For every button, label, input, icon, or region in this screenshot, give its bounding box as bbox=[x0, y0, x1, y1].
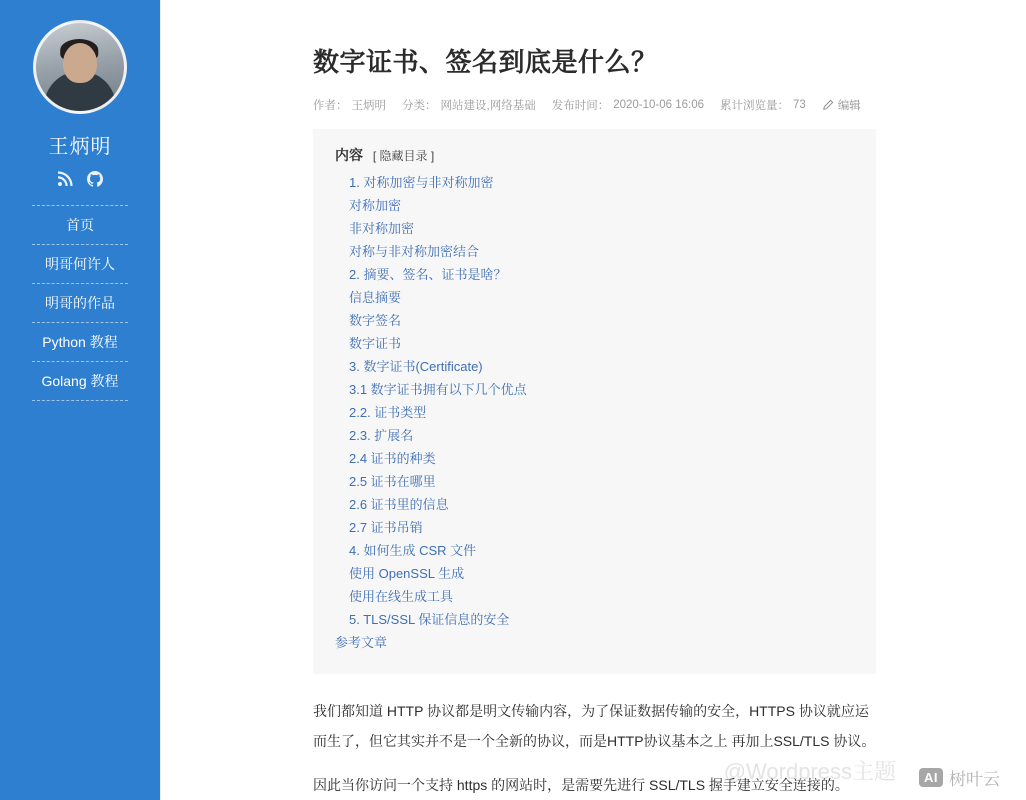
avatar-face bbox=[63, 43, 97, 83]
edit-post-label: 编辑 bbox=[837, 100, 861, 112]
meta-author-value: 王炳明 bbox=[351, 100, 386, 112]
meta-views-label: 累计浏览量： bbox=[720, 100, 790, 112]
toc-title: 内容 bbox=[335, 147, 363, 163]
list-item bbox=[335, 539, 854, 562]
watermark-brand: 树叶云 bbox=[949, 770, 1000, 789]
sidebar-item-python-tutorial[interactable]: Python 教程 bbox=[32, 323, 128, 362]
toc-link-14[interactable]: 2.5 证书在哪里 bbox=[349, 474, 436, 489]
page-title: 数字证书、签名到底是什么？ bbox=[313, 47, 658, 77]
sidebar-item-home[interactable]: 首页 bbox=[32, 205, 128, 245]
sidebar bbox=[0, 0, 160, 800]
toc-link-1[interactable]: 1. 对称加密与非对称加密 bbox=[349, 175, 494, 190]
main-content bbox=[160, 0, 1026, 800]
meta-views-value: 73 bbox=[793, 99, 806, 111]
toc-toggle[interactable] bbox=[373, 149, 434, 163]
toc-link-20[interactable]: 5. TLS/SSL 保证信息的安全 bbox=[349, 612, 510, 627]
paragraph-2: 因此当你访问一个支持 https 的网站时，是需要先进行 SSL/TLS 握手建立安全连接的。 bbox=[313, 777, 849, 793]
meta-category bbox=[402, 97, 536, 113]
rss-icon[interactable] bbox=[57, 171, 73, 187]
list-item bbox=[335, 608, 854, 631]
toc-link-11[interactable]: 2.2. 证书类型 bbox=[349, 405, 427, 420]
sidebar-nav bbox=[0, 205, 160, 401]
avatar bbox=[33, 20, 127, 114]
toc-header bbox=[335, 145, 854, 165]
list-item bbox=[335, 378, 854, 401]
toc-toggle-link[interactable]: [ 隐藏目录 ] bbox=[372, 149, 435, 163]
toc-link-4[interactable]: 对称与非对称加密结合 bbox=[349, 244, 480, 259]
site-title: 王炳明 bbox=[48, 136, 112, 158]
toc-link-12[interactable]: 2.3. 扩展名 bbox=[349, 428, 414, 443]
sidebar-item-golang-tutorial[interactable]: Golang 教程 bbox=[32, 362, 128, 401]
list-item bbox=[335, 355, 854, 378]
sidebar-item-works[interactable]: 明哥的作品 bbox=[32, 284, 128, 323]
list-item bbox=[335, 332, 854, 355]
post-meta bbox=[313, 97, 876, 113]
toc-link-3[interactable]: 非对称加密 bbox=[349, 221, 415, 236]
toc-link-9[interactable]: 3. 数字证书(Certificate) bbox=[349, 359, 483, 374]
list-item bbox=[335, 447, 854, 470]
list-item bbox=[335, 562, 854, 585]
pencil-icon bbox=[822, 99, 834, 111]
list-item bbox=[335, 171, 854, 194]
toc-link-16[interactable]: 2.7 证书吊销 bbox=[349, 520, 423, 535]
list-item bbox=[335, 424, 854, 447]
github-icon[interactable] bbox=[87, 171, 103, 187]
toc-link-10[interactable]: 3.1 数字证书拥有以下几个优点 bbox=[349, 382, 527, 397]
list-item bbox=[335, 631, 854, 654]
toc-link-13[interactable]: 2.4 证书的种类 bbox=[349, 451, 436, 466]
list-item bbox=[335, 286, 854, 309]
list-item bbox=[335, 516, 854, 539]
toc-link-6[interactable]: 信息摘要 bbox=[349, 290, 402, 305]
article-body bbox=[313, 696, 876, 800]
toc-link-2[interactable]: 对称加密 bbox=[349, 198, 402, 213]
list-item bbox=[335, 194, 854, 217]
meta-category-label: 分类： bbox=[402, 100, 437, 112]
meta-category-value[interactable]: 网站建设,网络基础 bbox=[440, 100, 536, 112]
meta-author-label: 作者： bbox=[313, 100, 348, 112]
meta-author bbox=[313, 97, 386, 113]
list-item bbox=[335, 309, 854, 332]
list-item bbox=[335, 240, 854, 263]
toc-list bbox=[335, 171, 854, 654]
list-item bbox=[335, 585, 854, 608]
table-of-contents bbox=[313, 129, 876, 674]
toc-link-19[interactable]: 使用在线生成工具 bbox=[349, 589, 454, 604]
toc-link-21[interactable]: 参考文章 bbox=[335, 635, 388, 650]
meta-views bbox=[720, 97, 806, 113]
meta-publish-label: 发布时间： bbox=[551, 100, 610, 112]
list-item bbox=[335, 263, 854, 286]
meta-publish-time bbox=[552, 97, 704, 113]
list-item bbox=[335, 401, 854, 424]
sidebar-item-about[interactable]: 明哥何许人 bbox=[32, 245, 128, 284]
list-item bbox=[335, 470, 854, 493]
toc-link-17[interactable]: 4. 如何生成 CSR 文件 bbox=[349, 543, 477, 558]
edit-post-button[interactable] bbox=[822, 97, 861, 113]
social-links bbox=[57, 171, 103, 187]
watermark-left-text: @Wordpress主题 bbox=[723, 759, 896, 784]
list-item bbox=[335, 493, 854, 516]
paragraph-1: 我们都知道 HTTP 协议都是明文传输内容，为了保证数据传输的安全，HTTPS 协议就应运而生了，但它其实并不是一个全新的协议，而是HTTP协议基本之上 再加上SSL/TLS 协议。 bbox=[313, 703, 876, 749]
toc-link-7[interactable]: 数字签名 bbox=[349, 313, 402, 328]
toc-link-5[interactable]: 2. 摘要、签名、证书是啥？ bbox=[349, 267, 507, 282]
article bbox=[161, 0, 1026, 800]
toc-link-18[interactable]: 使用 OpenSSL 生成 bbox=[349, 566, 465, 581]
meta-publish-value: 2020-10-06 16:06 bbox=[613, 99, 705, 111]
watermark-badge: AI bbox=[919, 768, 943, 787]
toc-link-15[interactable]: 2.6 证书里的信息 bbox=[349, 497, 449, 512]
list-item bbox=[335, 217, 854, 240]
toc-link-8[interactable]: 数字证书 bbox=[349, 336, 402, 351]
